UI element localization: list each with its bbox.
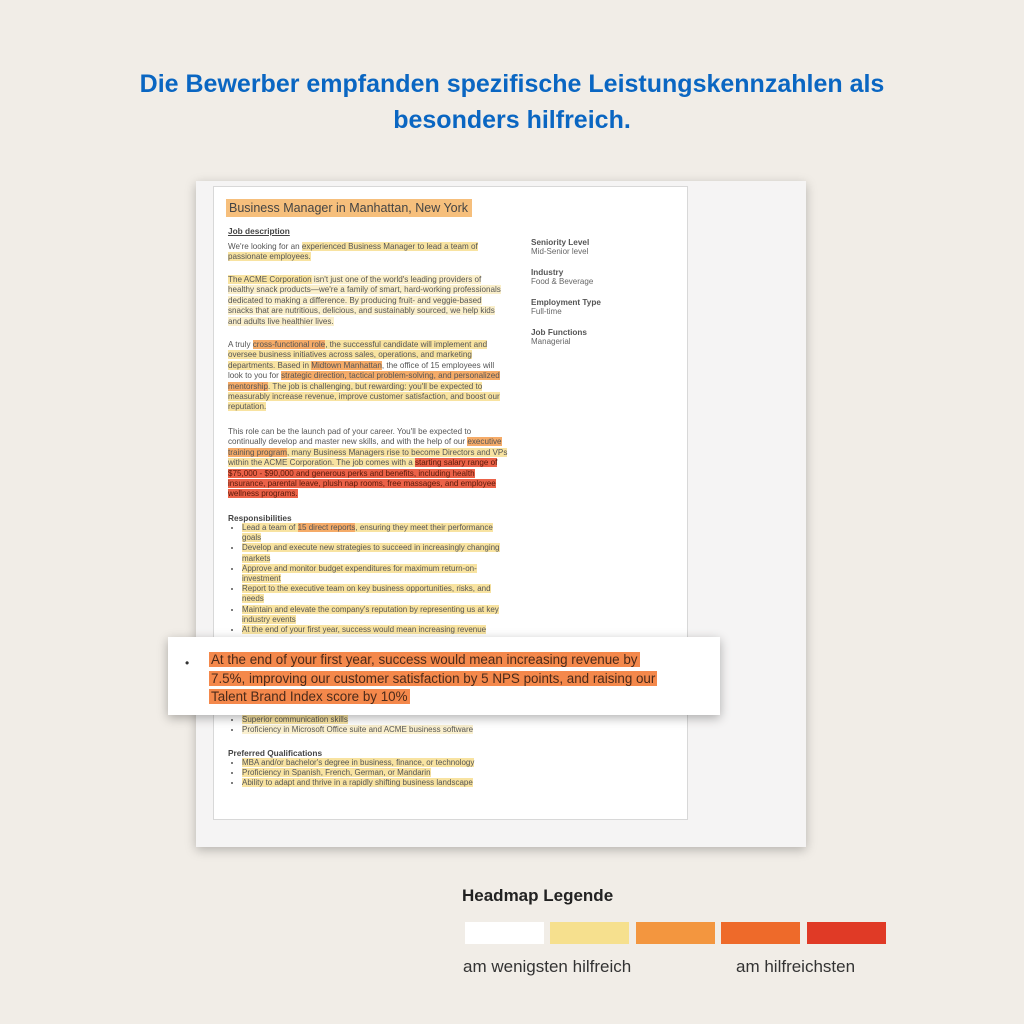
resp-highlight: 15 direct reports [297, 523, 356, 532]
job-functions-value: Managerial [531, 337, 571, 346]
resp-text: At the end of your first year, success would mean increasing revenue [242, 625, 487, 635]
preferred-heading: Preferred Qualifications [228, 748, 323, 758]
para4-highlight-salary: starting salary range of $75,000 - $90,000 and generous perks and benefits, including health insurance, parental leave, plush nap rooms, free massages, and employee wellness programs. [228, 458, 498, 499]
job-meta-sidebar [531, 238, 671, 358]
industry-value: Food & Beverage [531, 277, 594, 286]
job-posting-document [213, 186, 688, 820]
req-text: Superior communication skills [242, 715, 348, 724]
preferred-section [228, 748, 508, 789]
responsibilities-section [228, 513, 508, 635]
pref-text: MBA and/or bachelor's degree in business, finance, or technology [242, 758, 475, 767]
list-item [242, 584, 508, 604]
resp-text: Report to the executive team on key business opportunities, risks, and needs [242, 584, 491, 604]
para2-highlight: The ACME Corporation [228, 275, 312, 284]
employment-type-value: Full-time [531, 307, 562, 316]
legend-swatch-2 [550, 922, 629, 944]
list-item [242, 725, 508, 735]
paragraph-intro [228, 242, 508, 263]
industry-label: Industry [531, 268, 564, 277]
para2-text: isn't just one of the world's leading providers of healthy snack products—we're a family of smart, hard-working professionals dedicated to making a difference. By producing fruit- and veggie-based snacks that are nutritious, delicious, and sustainably sourced, we help kids and adults live healthier lives. [228, 275, 501, 326]
legend-swatch-3 [636, 922, 715, 944]
para1-highlight: experienced Business Manager to lead a team of passionate employees. [228, 242, 478, 262]
resp-text: Lead a team of [242, 523, 298, 532]
responsibilities-heading: Responsibilities [228, 513, 292, 523]
para1-text: We're looking for an [228, 242, 302, 251]
para4-highlight-training: executive training program [228, 437, 502, 457]
resp-text: Maintain and elevate the company's reputation by representing us at key industry events [242, 604, 499, 624]
zoomed-highlight-text: At the end of your first year, success would mean increasing revenue by 7.5%, improving our customer satisfaction by 5 NPS points, and raising our Talent Brand Index score by 10% [211, 652, 656, 704]
bullet-icon: • [185, 656, 190, 670]
list-item [242, 523, 508, 543]
list-item [242, 758, 508, 768]
para3-highlight-role: cross-functional role [252, 340, 326, 349]
legend-swatch-4 [721, 922, 800, 944]
list-item [242, 564, 508, 584]
list-item [242, 778, 508, 788]
req-text: Proficiency in Microsoft Office suite and ACME business software [242, 725, 474, 735]
legend-low-label: am wenigsten hilfreich [463, 957, 632, 976]
legend-high-label: am hilfreichsten [736, 957, 856, 976]
job-description-heading: Job description [228, 226, 290, 236]
headline: Die Bewerber empfanden spezifische Leistungskennzahlen als besonders hilfreich. [139, 70, 885, 134]
para4-text-c: , many Business Managers rise to become Directors and VPs within the ACME Corporation. The job comes with a [228, 447, 508, 468]
zoomed-highlight-callout [168, 637, 720, 715]
legend-swatch-5 [807, 922, 886, 944]
list-item [242, 605, 508, 625]
resp-text: Develop and execute new strategies to succeed in increasingly changing markets [242, 543, 500, 563]
list-item [242, 715, 508, 725]
resp-text: , ensuring they meet their performance goals [242, 523, 493, 543]
paragraph-company [228, 275, 508, 327]
list-item [242, 625, 508, 635]
legend-swatch-1 [465, 922, 544, 944]
seniority-label: Seniority Level [531, 238, 590, 247]
legend-title: Headmap Legende [462, 886, 614, 905]
requirements-tail [228, 715, 508, 735]
pref-text: Ability to adapt and thrive in a rapidly shifting business landscape [242, 778, 473, 788]
seniority-value: Mid-Senior level [531, 247, 589, 256]
para4-text-a: This role can be the launch pad of your career. You'll be expected to continually develop and master new skills, and with the help of our [228, 427, 472, 447]
para3-text-e: , the office of 15 employees will look to you for [228, 360, 495, 381]
para3-text-c: , the successful candidate will implement and oversee business initiatives across sales, operations, and marketing departments. Based in [228, 340, 488, 370]
para3-highlight-mentorship: strategic direction, tactical problem-solving, and personalized mentorship [228, 371, 500, 391]
paragraph-role [228, 340, 508, 413]
list-item [242, 543, 508, 563]
para3-text-g: . The job is challenging, but rewarding: you'll be expected to measurably increase revenue, improve customer satisfaction, and boost our reputation. [228, 381, 500, 412]
job-functions-label: Job Functions [531, 328, 587, 337]
pref-text: Proficiency in Spanish, French, German, or Mandarin [242, 768, 431, 778]
employment-type-label: Employment Type [531, 298, 601, 307]
paragraph-career [228, 427, 508, 500]
resp-text: Approve and monitor budget expenditures for maximum return-on-investment [242, 563, 477, 584]
para3-highlight-location: Midtown Manhattan [311, 360, 382, 370]
list-item [242, 768, 508, 778]
para3-text-a: A truly [228, 340, 253, 349]
job-title: Business Manager in Manhattan, New York [226, 199, 472, 217]
